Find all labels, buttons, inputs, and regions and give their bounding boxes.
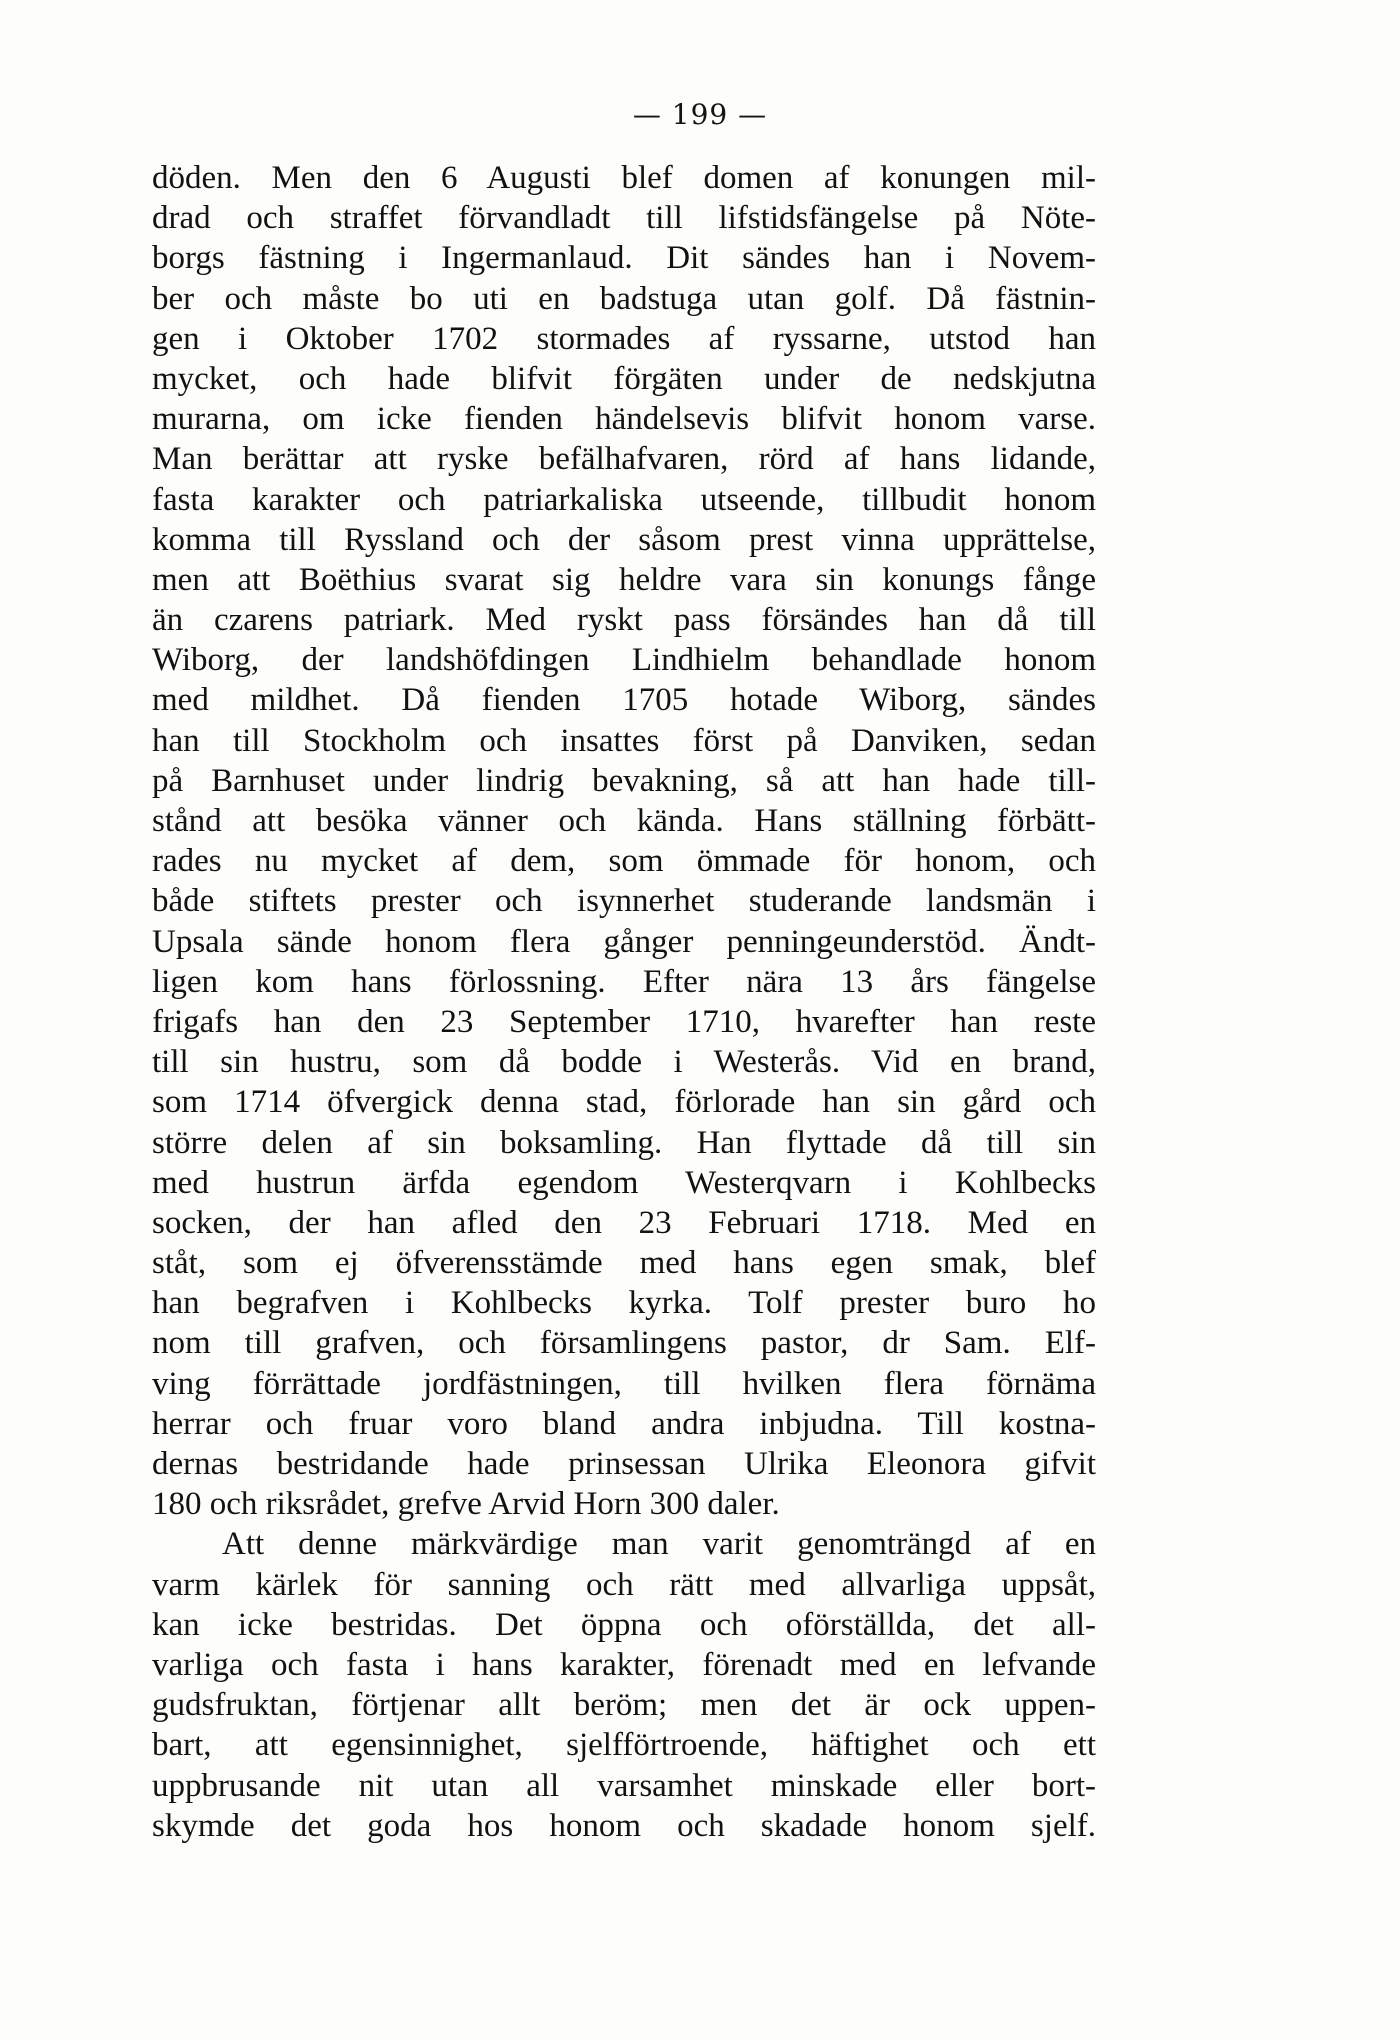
text-line: ståt, som ej öfverensstämde med hans egen smak, blef	[152, 1245, 1096, 1282]
text-line: uppbrusande nit utan all varsamhet minskade eller bort-	[152, 1767, 1096, 1804]
text-line: varliga och fasta i hans karakter, förenadt med en lefvande	[152, 1646, 1096, 1683]
text-line: döden. Men den 6 Augusti blef domen af konungen mil-	[152, 160, 1096, 196]
text-line: Man berättar att ryske befälhafvaren, rörd af hans lidande,	[152, 441, 1096, 478]
text-line: med mildhet. Då fienden 1705 hotade Wiborg, sändes	[152, 682, 1096, 719]
text-line: borgs fästning i Ingermanlaud. Dit sändes han i Novem-	[152, 240, 1096, 277]
page-number: — 199 —	[632, 98, 768, 131]
text-line: han begrafven i Kohlbecks kyrka. Tolf prester buro ho	[152, 1285, 1096, 1322]
text-line: både stiftets prester och isynnerhet studerande landsmän i	[152, 883, 1096, 920]
text-line: nom till grafven, och församlingens pastor, dr Sam. Elf-	[152, 1325, 1096, 1362]
text-line: 180 och riksrådet, grefve Arvid Horn 300 daler.	[152, 1486, 780, 1523]
text-line: gudsfruktan, förtjenar allt beröm; men det är ock uppen-	[152, 1687, 1096, 1724]
text-line: dernas bestridande hade prinsessan Ulrika Eleonora gifvit	[152, 1446, 1096, 1482]
text-line: rades nu mycket af dem, som ömmade för honom, och	[152, 843, 1096, 880]
text-line: ving förrättade jordfästningen, till hvilken flera förnäma	[152, 1365, 1096, 1402]
text-line: murarna, om icke fienden händelsevis blifvit honom varse.	[152, 401, 1096, 438]
text-line: bart, att egensinnighet, sjelfförtroende, häftighet och ett	[152, 1727, 1096, 1764]
text-line: än czarens patriark. Med ryskt pass försändes han då till	[152, 602, 1096, 639]
text-line: varm kärlek för sanning och rätt med allvarliga uppsåt,	[152, 1566, 1096, 1603]
text-line: fasta karakter och patriarkaliska utseende, tillbudit honom	[152, 481, 1096, 518]
text-line: med hustrun ärfda egendom Westerqvarn i Kohlbecks	[152, 1164, 1096, 1201]
text-line: som 1714 öfvergick denna stad, förlorade han sin gård och	[152, 1084, 1096, 1121]
text-line: större delen af sin boksamling. Han flyttade då till sin	[152, 1124, 1096, 1161]
text-line: socken, der han afled den 23 Februari 1718. Med en	[152, 1204, 1096, 1241]
text-line: Wiborg, der landshöfdingen Lindhielm behandlade honom	[152, 642, 1096, 679]
text-line: Upsala sände honom flera gånger penningeunderstöd. Ändt-	[152, 923, 1096, 960]
text-line: komma till Ryssland och der såsom prest vinna upprättelse,	[152, 521, 1096, 558]
text-line: kan icke bestridas. Det öppna och oförställda, det all-	[152, 1606, 1096, 1643]
text-line: ber och måste bo uti en badstuga utan golf. Då fästnin-	[152, 280, 1096, 317]
text-line: ligen kom hans förlossning. Efter nära 13 års fängelse	[152, 963, 1096, 1000]
text-line: han till Stockholm och insattes först på Danviken, sedan	[152, 722, 1096, 759]
text-line: stånd att besöka vänner och kända. Hans ställning förbätt-	[152, 803, 1096, 839]
body-text	[152, 158, 1096, 1846]
text-line: drad och straffet förvandladt till lifstidsfängelse på Nöte-	[152, 200, 1096, 237]
text-line: men att Boëthius svarat sig heldre vara sin konungs fånge	[152, 561, 1096, 598]
text-line: till sin hustru, som då bodde i Westerås. Vid en brand,	[152, 1044, 1096, 1081]
text-line: gen i Oktober 1702 stormades af ryssarne, utstod han	[152, 320, 1096, 357]
text-line: skymde det goda hos honom och skadade honom sjelf.	[152, 1807, 1096, 1844]
text-line: frigafs han den 23 September 1710, hvarefter han reste	[152, 1003, 1096, 1040]
text-line: mycket, och hade blifvit förgäten under de nedskjutna	[152, 360, 1096, 397]
text-line: på Barnhuset under lindrig bevakning, så att han hade till-	[152, 762, 1096, 799]
text-line: Att denne märkvärdige man varit genomträngd af en	[222, 1526, 1096, 1563]
text-line: herrar och fruar voro bland andra inbjudna. Till kostna-	[152, 1405, 1096, 1442]
